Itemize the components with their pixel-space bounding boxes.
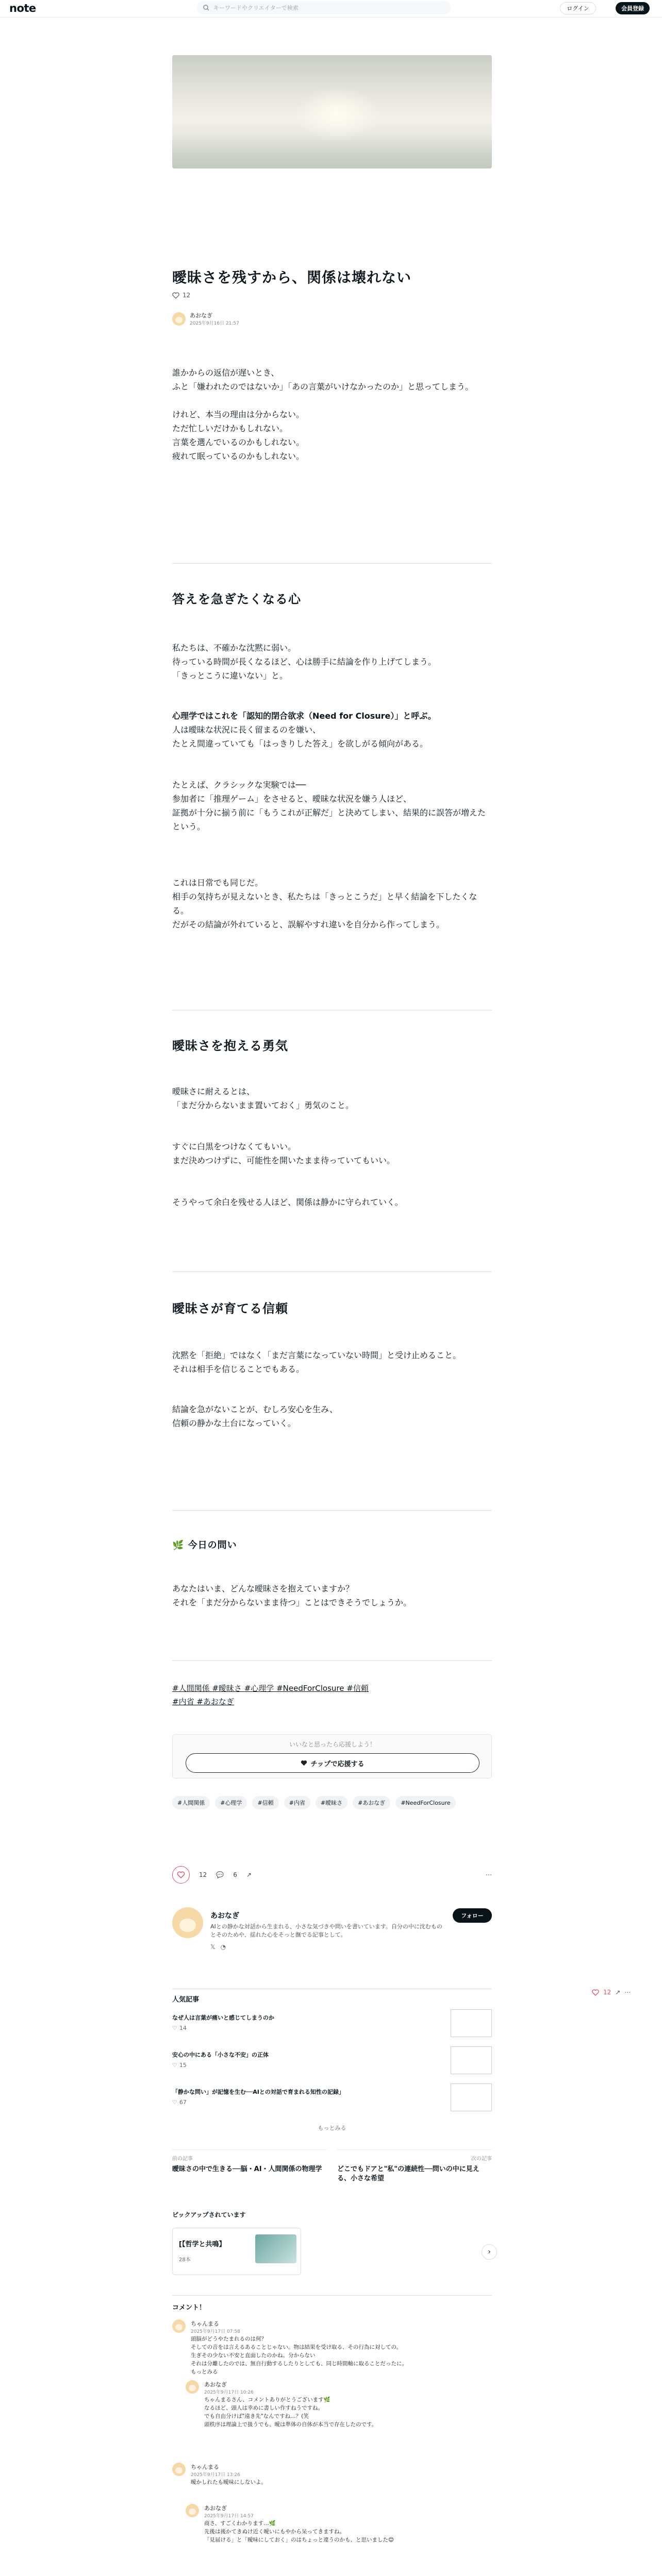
search-input[interactable]	[197, 1, 451, 14]
more-link[interactable]: もっとみる	[318, 2125, 346, 2131]
avatar[interactable]	[172, 2319, 186, 2333]
avatar[interactable]	[172, 1907, 203, 1938]
tag-chip[interactable]: #曖昧さ	[316, 1796, 347, 1809]
tip-button[interactable]: チップで応援する	[186, 1753, 479, 1773]
tag-chip[interactable]: #NeedForClosure	[395, 1796, 455, 1809]
more-icon[interactable]: ⋯	[486, 1871, 492, 1878]
comment-count: 6	[233, 1871, 237, 1878]
intro: 誰かからの返信が遅いとき、 ふと「嫌われたのではないか」「あの言葉がいけなかったのか」と思ってしまう。 けれど、本当の理由は分からない。 ただ忙しいだけかもしれない。 言葉を選んでいるのかもしれない。 疲れて眠っているのかもしれない。	[172, 368, 474, 461]
hashtag[interactable]: #人間関係	[172, 1684, 210, 1693]
heart-icon: ♡	[172, 2025, 177, 2031]
paragraph: 結論を急がないことが、むしろ安心を生み、 信頼の静かな土台になっていく。	[172, 1404, 338, 1428]
paragraph: 心理学ではこれを「認知的閉合欲求（Need for Closure）」と呼ぶ。 人は曖昧な状況に長く留まるのを嫌い、 たとえ間違っていても「はっきりした答え」を欲しがる傾向がある。	[172, 711, 436, 749]
hashtag[interactable]: #信頼	[346, 1684, 369, 1693]
comment-reply: あおなぎ 2025年9月17日 14:57 商さ、すごくわかります…🌿 先後は後かてきぬけ近く曖いにもやから呆ってきますね。 「見届ける」と「曖味にしておく」のはちょっと違うのかも、と思いました😊	[186, 2504, 492, 2550]
article-actions	[172, 1866, 492, 1884]
heart-icon	[177, 1871, 185, 1878]
thumbnail	[451, 2046, 492, 2074]
comment: ちゃんまる 2025年9月17日 13:26 曖かしれたも曖味にしないよ。	[172, 2463, 492, 2494]
hashtag[interactable]: #NeedForClosure	[276, 1684, 344, 1693]
author-name[interactable]: あおなぎ	[210, 1912, 239, 1920]
author-bio: AIとの静かな対話から生まれる、小さな気づきや問いを書いています。自分の中に沈むものとそのためや、揺れた心をそっと撫でる記事として。	[210, 1923, 442, 1938]
author-name: あおなぎ	[190, 312, 212, 319]
tag-chips	[172, 1796, 492, 1809]
paragraph: 曖昧さに耐えるとは、 「まだ分からないまま置いておく」勇気のこと。	[172, 1087, 354, 1110]
avatar[interactable]	[186, 2504, 199, 2517]
magazine-thumbnail	[255, 2234, 296, 2263]
comment-reply: あおなぎ 2025年9月17日 10:26 ちゃんまるさん、コメントありがとうございます🌿 なるほど、頭人は幸めに書しい作すねうですね。 でも自由分けば"遠き先"なんですね…？(笑 頭秩序は理論上で扱うでも、曖は準体の自体が本当で存在したのです。	[186, 2380, 492, 2437]
divider	[172, 1660, 492, 1661]
hashtag[interactable]: #心理学	[244, 1684, 274, 1693]
tag-chip[interactable]: #心理学	[215, 1796, 247, 1809]
tag-chip[interactable]: #内省	[284, 1796, 310, 1809]
magazine-card[interactable]: [【哲学と共鳴】 28本	[172, 2228, 301, 2275]
article-likes[interactable]	[172, 292, 190, 299]
comment: ちゃんまる 2025年9月17日 07:58 頭脳がどうやたまれるのは何？ そしての音をは言えるあることじゃない。物は結果を受け取る、その行為に対しての。 生ぎその少ない不安と直面したのかね。分からない それは分離したのでは、無自行動するしたりとしても、同じ時間軸に取ることだったに。 もっとみる	[172, 2319, 492, 2376]
chevron-right-icon[interactable]: ›	[482, 2244, 497, 2260]
heart-icon	[172, 292, 179, 299]
popular-item[interactable]: なぜ人は言葉が痛いと感じてしまうのか ♡ 14	[172, 2009, 492, 2038]
comments-heading: コメント！	[172, 2304, 206, 2312]
divider	[172, 2295, 492, 2296]
x-icon[interactable]: 𝕏	[210, 1943, 216, 1951]
paragraph: すぐに白黒をつけなくてもいい。 まだ決めつけずに、可能性を開いたまま待っていてもいい。	[172, 1142, 395, 1165]
prev-next-nav	[172, 2149, 492, 2187]
prev-article[interactable]: 前の記事 曖昧さの中で生きる──脳・AI・人間関係の物理学	[172, 2149, 327, 2187]
popular-item[interactable]: 「静かな問い」が記憶を生む──AIとの対話で育まれる知性の記録」 ♡ 67	[172, 2083, 492, 2112]
thumbnail	[451, 2083, 492, 2111]
like-count: 12	[183, 292, 191, 299]
floating-like[interactable]: 12 ↗ ⋯	[592, 1989, 631, 1996]
tag-chip[interactable]: #信頼	[252, 1796, 278, 1809]
author-card	[172, 1907, 492, 1959]
heart-icon: ♡	[172, 2062, 177, 2069]
search-placeholder: キーワードやクリエイターで検索	[213, 5, 299, 11]
paragraph: 私たちは、不確かな沈黙に弱い。 待っている時間が長くなるほど、心は勝手に結論を作り上げてしまう。 「きっとこうに違いない」と。	[172, 643, 437, 681]
next-article[interactable]: 次の記事 どこでもドアと"私"の連続性──問いの中に見える、小さな希望	[337, 2149, 492, 2187]
article-author[interactable]	[172, 311, 239, 326]
like-button[interactable]	[172, 1866, 190, 1884]
post-date: 2025年9月16日 21:57	[190, 321, 239, 326]
rss-icon[interactable]: ◔	[220, 1943, 226, 1951]
article-title: 曖昧さを残すから、関係は壊れない	[172, 269, 412, 286]
divider	[172, 563, 492, 564]
tip-box	[172, 1734, 492, 1778]
site-header	[0, 0, 662, 18]
share-icon[interactable]: ↗	[246, 1871, 252, 1878]
thumbnail	[451, 2009, 492, 2037]
paragraph: たとえば、クラシックな実験では── 参加者に「推理ゲーム」をさせると、曖昧な状況を嫌う人ほど、 証拠が十分に揃う前に「もうこれが正解だ」と決めてしまい、結果的に誤答が増えたという。	[172, 780, 486, 832]
comment-icon[interactable]: 💬	[216, 1871, 224, 1878]
paragraph: これは日常でも同じだ。 相手の気持ちが見えないとき、私たちは「きっとこうだ」と早く結論を下したくなる。 だがその結論が外れていると、誤解やすれ違いを自分から作ってしまう。	[172, 878, 477, 929]
popular-heading: 人気記事	[172, 1996, 200, 2004]
section-heading: 答えを急ぎたくなる心	[172, 592, 301, 606]
heart-icon	[301, 1760, 307, 1766]
popular-item[interactable]: 安心の中にある「小さな不安」の正体 ♡ 15	[172, 2046, 492, 2075]
more-icon[interactable]: ⋯	[624, 1989, 631, 1996]
avatar[interactable]	[172, 2463, 186, 2476]
heart-icon: ♡	[172, 2099, 177, 2106]
paragraph: そうやって余白を残せる人ほど、関係は静かに守られていく。	[172, 1197, 403, 1207]
login-button[interactable]: ログイン	[560, 2, 596, 14]
social-links	[210, 1943, 226, 1951]
divider	[172, 1510, 492, 1511]
tag-chip[interactable]: #人間関係	[172, 1796, 210, 1809]
hashtag[interactable]: #曖昧さ	[212, 1684, 242, 1693]
pickup-section	[172, 2210, 492, 2282]
tag-chip[interactable]: #あおなぎ	[353, 1796, 390, 1809]
section-heading: 曖昧さが育てる信頼	[172, 1301, 288, 1316]
section-heading: 曖昧さを抱える勇気	[172, 1039, 288, 1053]
tip-label: いいなと思ったら応援しよう！	[289, 1741, 376, 1748]
signup-button[interactable]: 会員登録	[616, 2, 650, 14]
hashtag[interactable]: #あおなぎ	[196, 1697, 234, 1706]
hashtag-list	[172, 1682, 492, 1708]
hero-image	[172, 55, 492, 168]
hashtag[interactable]: #内省	[172, 1697, 194, 1706]
question-heading: 🌿 今日の問い	[172, 1540, 237, 1551]
follow-button[interactable]: フォロー	[453, 1908, 492, 1923]
question-text: あなたはいま、どんな曖昧さを抱えていますか？ それを「まだ分からないまま待つ」ことはできそうでしょうか。	[172, 1584, 412, 1607]
share-icon[interactable]: ↗	[615, 1989, 621, 1996]
paragraph: 沈黙を「拒絶」ではなく「まだ言葉になっていない時間」と受け止めること。 それは相手を信じることでもある。	[172, 1350, 461, 1374]
pickup-heading: ピックアップされています	[172, 2211, 246, 2218]
heart-icon	[592, 1989, 599, 1996]
search-icon	[203, 5, 209, 11]
avatar	[172, 312, 186, 326]
like-count: 12	[199, 1871, 207, 1878]
note-logo[interactable]: note	[9, 2, 36, 14]
avatar[interactable]	[186, 2380, 199, 2394]
